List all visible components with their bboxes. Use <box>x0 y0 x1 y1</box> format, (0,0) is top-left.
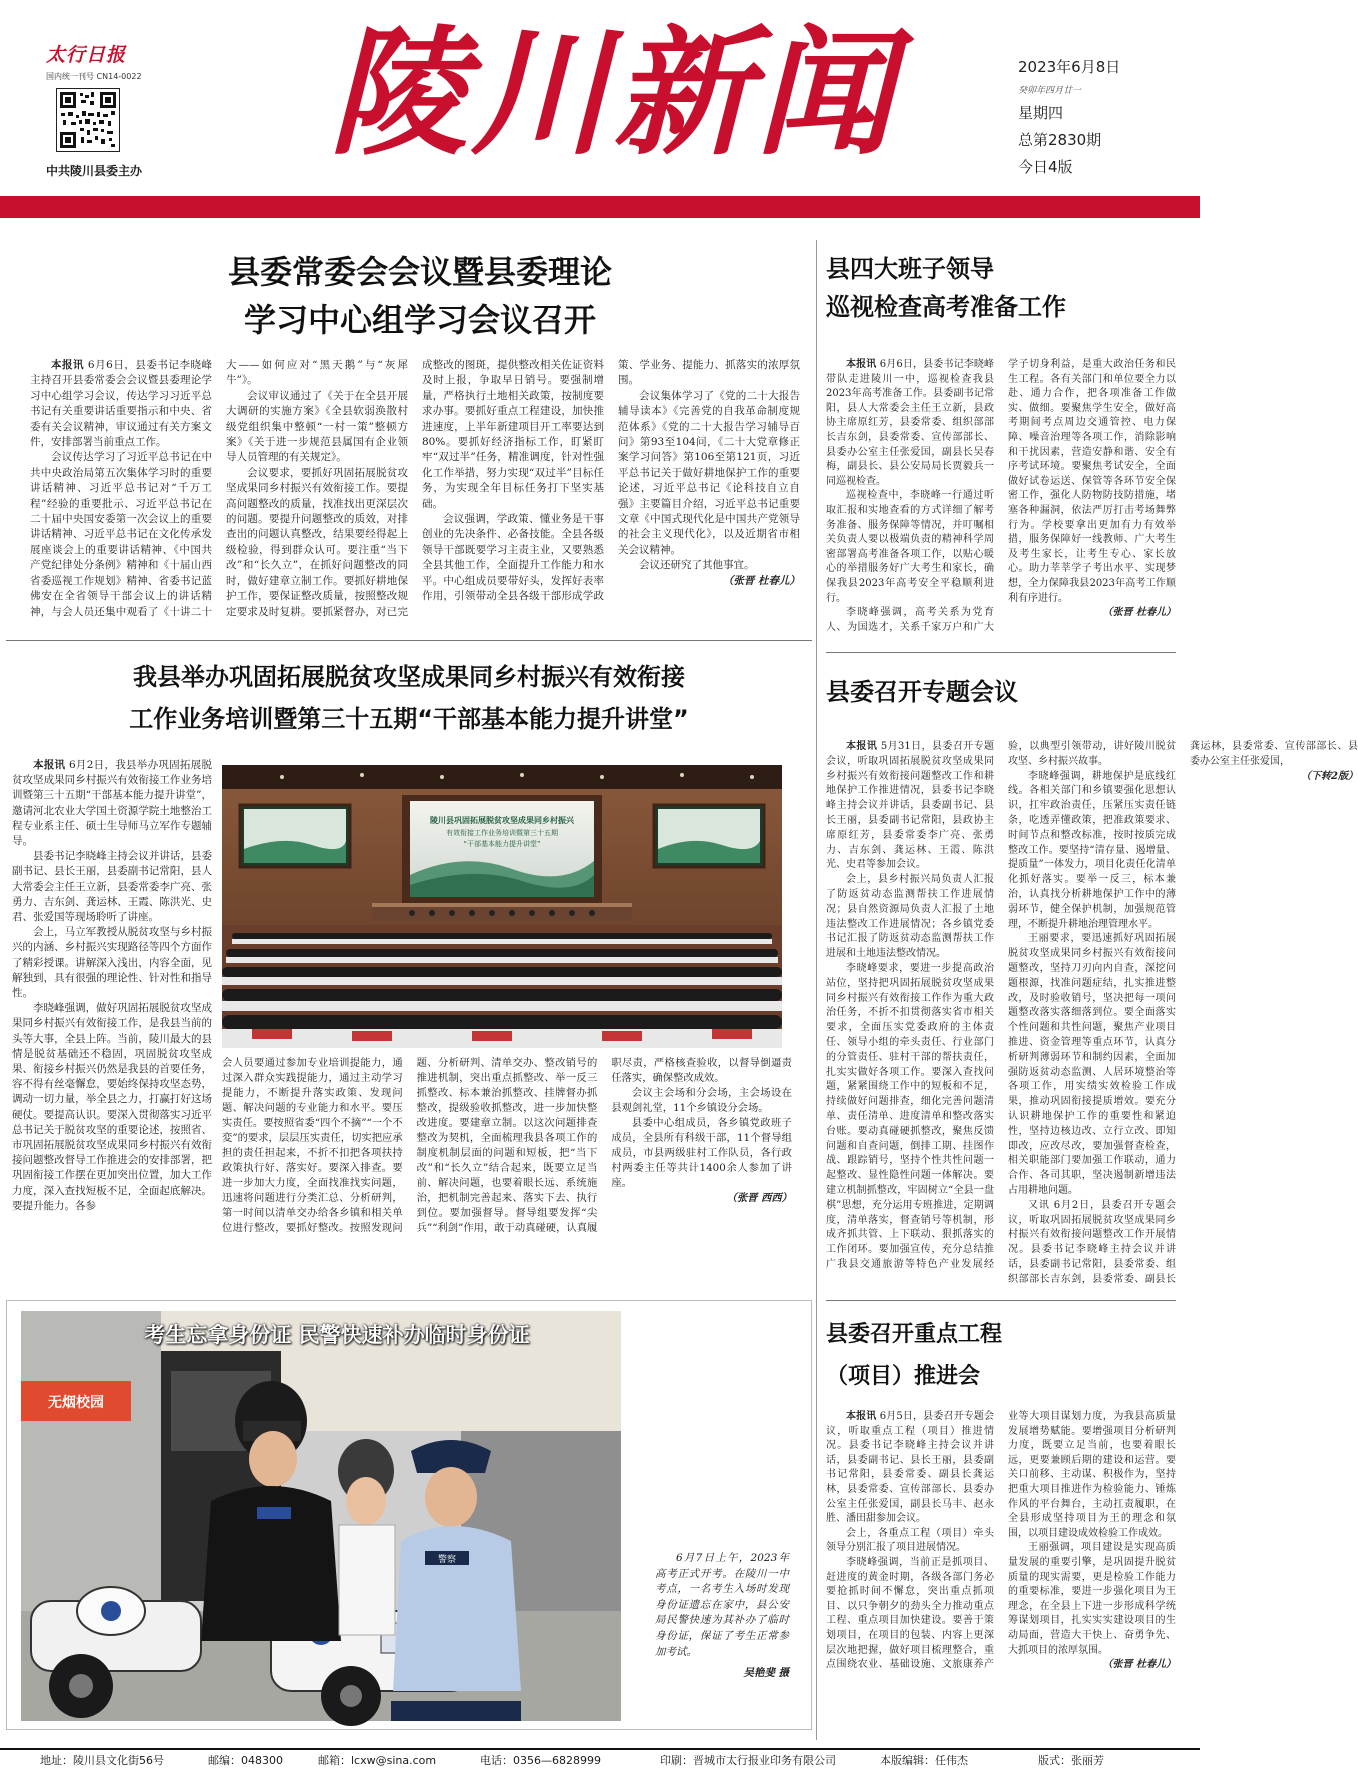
column-divider <box>816 240 817 1740</box>
screen-banner-line-3: “干部基本能力提升讲堂” <box>463 840 541 848</box>
paragraph: 本报讯 6月6日，县委书记李晓峰主持召开县委常委会会议暨县委理论学习中心组学习会议，传达学习习近平总书记有关重要讲话重要指示和中央、省委有关会议精神，审议通过有关方案文件，安排部署当前重点工作。 <box>30 359 212 449</box>
issue-date: 2023年6月8日 <box>1018 58 1121 76</box>
photo-news-title: 考生忘拿身份证 民警快速补办临时身份证 <box>144 1323 530 1347</box>
auditorium-photo <box>222 765 782 1048</box>
footer-printer: 印刷：晋城市太行报业印务有限公司 <box>660 1754 836 1767</box>
paragraph: 会议审议通过了《关于在全县开展大调研的实施方案》《全县软弱涣散村级党组织集中整顿“一村一策”整顿方案》《关于进一步规范县属国有企业领导人员管理的有关规定》。 <box>226 389 408 464</box>
photo-news-block <box>6 1300 812 1730</box>
article-body <box>30 358 800 630</box>
paragraph: 本报讯 6月5日，县委召开专题会议，听取重点工程（项目）推进情况。县委书记李晓峰主持会议并讲话，县委副书记、县长王丽，县委副书记常阳，县委常委、副县长龚运林，县委常委、宣传部部长、县委办公室主任张爱国，副县长马丰、赵永胜、潘田甜参加会议。 <box>826 1411 994 1525</box>
article-special-meeting <box>826 660 1358 1300</box>
article-body <box>826 1410 1176 1744</box>
masthead-left <box>46 40 166 179</box>
paragraph: 又讯 6月2日，县委召开专题会议，听取巩固拓展脱贫攻坚成果同乡村振兴有效衔接问题整改工作开展情况。县委书记李晓峰主持会议并讲话，县委副书记常阳，县委常委、组织部部长吉东剑，县委常委、副县长龚运林，县委常委、宣传部部长、县委办公室主任张爱国， <box>1008 741 1358 1285</box>
photo-credit: 吴艳斐 摄 <box>743 1667 789 1680</box>
paragraph: 县委中心组成员，各乡镇党政班子成员，全县所有科级干部，11个督导组成员，市县两级驻村工作队员，各行政村两委主任等共计1400余人参加了讲座。 <box>611 1117 792 1189</box>
byline: （张晋 杜春儿） <box>1102 607 1176 619</box>
paragraph: 会上，马立军教授从脱贫攻坚与乡村振兴的内涵、乡村振兴实现路径等四个方面作了精彩授课。讲解深入浅出，内容全面，见解独到，具有很强的理论性、针对性和指导性。 <box>12 926 212 1000</box>
paragraph: 会议传达学习了习近平总书记在中共中央政治局第五次集体学习时的重要讲话精神、习近平总书记对“千万工程”经验的重要批示、习近平总书记在二十届中央国安委第一次会议上的重要讲话精神、习近平总书记在文化传承发展座谈会上的重要讲话精神、《中国共产党纪律处分条例》精神和《十届山西省委巡视工作规划》精神、省委书记蓝佛安在全省领导干部会议上的讲话精神，与会人员还集中观看了《十讲二十大——如何应对“黑天鹅”与“灰犀牛”》。 <box>30 359 408 618</box>
footer <box>0 1748 1200 1766</box>
article-committee-meeting <box>30 240 800 640</box>
article-body <box>826 740 1358 1292</box>
parent-paper-logo: 太行日报 <box>46 44 127 66</box>
paragraph: 李晓峰强调，当前正是抓项目、赶进度的黄金时期，各级各部门务必要抢抓时间不懈怠，突出重点抓项目、以只争朝夕的劲头全力推动重点工程、重点项目加快建设。要善于策划项目，在项目的包装、内容上更深层次地把握，做好项目梳理整合，重点围绕农业、基础设施、文旅康养产业等大项目谋划力度，为我县高质量发展增势赋能。要增强项目分析研判力度，既要立足当前，也要着眼长远，更要兼顾后期的建设和运营。要关口前移、主动谋、积极作为，坚持把重大项目推进作为检验能力、锤炼作风的平台舞台，主动扛责履职，在全县形成坚持项目为王的理念和氛围，以项目建设成效检验工作成效。 <box>826 1411 1176 1671</box>
section-divider <box>826 652 1176 653</box>
newspaper-title-text: 陵川新闻 <box>328 11 897 174</box>
section-divider <box>6 640 812 641</box>
paragraph: 李晓峰强调，做好巩固拓展脱贫攻坚成果同乡村振兴有效衔接工作，是我县当前的头等大事，全县上阵。当前，陵川最大的县情是脱贫基础还不稳固，巩固脱贫攻坚成果、衔接乡村振兴仍然是我县的首要任务，容不得有丝毫懈怠，要始终保持攻坚态势，调动一切力量，举全县之力，打赢打好这场硬仗。要提高认识。要深入贯彻落实习近平总书记关于脱贫攻坚的重要论述，按照省、市巩固拓展脱贫攻坚成果同乡村振兴有效衔接问题整改督导工作推进会的安排部署，把巩固衔接工作摆在更加突出位置，加大工作力度，深入查找短板不足，全面起底解决。要提升能力。各参 <box>12 1002 212 1212</box>
section-divider <box>826 1300 1176 1301</box>
footer-editor: 本版编辑：任伟杰 <box>880 1754 968 1767</box>
headline-line-1: 县四大班子领导 <box>826 255 994 283</box>
byline: （张晋 西西） <box>726 1192 792 1204</box>
cn-number: 国内统一刊号 CN14-0022 <box>46 72 142 81</box>
newspaper-title <box>318 10 908 180</box>
article-headline[interactable] <box>36 656 782 740</box>
footer-address: 地址：陵川县文化街56号 <box>40 1754 164 1767</box>
headline-line-1: 县委常委会会议暨县委理论 <box>227 253 612 291</box>
auditorium-illustration <box>222 765 782 1048</box>
paragraph: 本报讯 6月6日，县委书记李晓峰带队走进陵川一中，巡视检查我县2023年高考准备工作。县委副书记常阳，县人大常委会主任王立新，县政协主席原红芳，县委常委、组织部部长吉东剑，县委常委、宣传部部长、县委办公室主任张爱国，副县长吴春梅，副县长、县公安局局长贾毅兵一同巡视检查。 <box>826 359 994 487</box>
paragraph: 本报讯 6月2日，我县举办巩固拓展脱贫攻坚成果同乡村振兴有效衔接工作业务培训暨第三十五期“干部基本能力提升讲堂”，邀请河北农业大学国土资源学院土地整治工程专业系主任、硕士生导师马立军作专题辅导。 <box>12 759 212 848</box>
byline: （张晋 杜春儿） <box>722 574 800 587</box>
weekday: 星期四 <box>1018 104 1064 122</box>
headline-line-1: 我县举办巩固拓展脱贫攻坚成果同乡村振兴有效衔接 <box>133 663 685 691</box>
screen-banner-line-1: 陵川县巩固拓展脱贫攻坚成果同乡村振兴 <box>430 816 574 825</box>
headline-line-2: （项目）推进会 <box>826 1364 981 1389</box>
byline: （张晋 杜春儿） <box>1102 1659 1176 1671</box>
caption-paragraph: 6月7日上午，2023年高考正式开考。在陵川一中考点，一名考生入场时发现身份证遗忘在家中，县公安局民警快速为其补办了临时身份证，保证了考生正常参加考试。 <box>655 1552 789 1658</box>
screen-banner-line-2: 有效衔接工作业务培训暨第三十五期 <box>446 829 558 837</box>
article-body-bottom <box>222 1056 792 1284</box>
paragraph: 会上，各重点工程（项目）牵头领导分别汇报了项目进展情况。 <box>826 1527 994 1554</box>
paragraph: 会议强调，学政策、懂业务是干事创业的先决条件、必备技能。全县各级领导干部既要学习主责主业，又要熟悉全县其他工作，全面提升工作能力和水平。中心组成员要带好头，发挥好表率作用，引领带动全县各级干部形成学政策、学业务、提能力、抓落实的浓厚氛围。 <box>422 359 800 603</box>
footer-designer: 版式：张丽芳 <box>1038 1754 1104 1767</box>
headline-line-2: 巡视检查高考准备工作 <box>826 293 1066 321</box>
lunar-date: 癸卯年四月廿一 <box>1018 86 1082 96</box>
photo-caption <box>655 1551 789 1682</box>
headline-line-1: 县委召开重点工程 <box>826 1322 1003 1347</box>
masthead-right <box>1018 56 1168 177</box>
masthead <box>0 0 1200 196</box>
footer-email[interactable]: 邮箱：lcxw@sina.com <box>318 1754 437 1767</box>
paragraph: 会议要求，要抓好巩固拓展脱贫攻坚成果同乡村振兴有效衔接工作。要提高问题整改的质量，找准找出更深层次的问题。要提升问题整改的质效，对排查出的问题认真整改，结果要经得起上级检验，得到群众认可。要注重“当下改”和“长久立”，在抓好问题整改的同时，做好建章立制工作。要抓好耕地保护工作，要保证整改质量，按照整改规定要求及时复耕。要抓紧督办，对已完成整改的图斑，提供整改相关佐证资料及时上报，争取早日销号。要强制增量，严格执行土地相关政策，按制度要求办事。要抓好重点工程建设，加快推进速度，上半年新建项目开工率要达到80%。要抓好经济指标工作，盯紧盯牢“双过半”任务，精准调度，针对性强化工作举措，努力实现“双过半”目标任务，为实现全年目标任务打下坚实基础。 <box>226 359 604 618</box>
paragraph: 会议还研究了其他事宜。 <box>639 559 755 572</box>
paragraph: 会人员要通过参加专业培训提能力，通过深入群众实践提能力，通过主动学习提能力，不断提升落实政策、发现问题、解决问题的专业能力和水平。要压实责任。要按照省委“四个不摘”“一个不変”的要求，层层压实责任，切实把应承担的责任担起来，不折不扣把各项扶持政策执行好、落实好。要深入排查。要进一步加大力度，全面找准找实问题，迅速将问题进行分类汇总、分析研判，第一时间以清单交办给各乡镇和相关单位进行整改，要抓好整改。按照发现问题、分析研判、清单交办、整改销号的推进机制，突出重点抓整改、举一反三抓整改、标本兼治抓整改、挂牌督办抓整改，提级验收抓整改，进一步加快整改进度。要建章立制。以这次问题排查整改为契机，全面梳理我县各项工作的制度机制层面的问题和短板，把“当下改”和“长久立”结合起来，既要立足当前、解决问题，也要着眼长远、系统施治，把机制完善起来、落实下去、执行到位。要加强督导。督导组要发挥“尖兵”“利剑”作用，敢于动真碰硬，认真履职尽责，严格核查验收，以督导倒逼责任落实，确保整改成效。 <box>222 1057 792 1234</box>
footer-postcode: 邮编：048300 <box>208 1754 283 1767</box>
paragraph: 会上，县乡村振兴局负责人汇报了防返贫动态监测帮扶工作进展情况；县自然资源局负责人汇报了土地违法整改工作进展情况；各乡镇党委书记汇报了防返贫动态监测帮扶工作进展和土地违法整改情况。 <box>826 874 994 960</box>
article-gaokao-inspection <box>826 240 1176 650</box>
footer-phone: 电话：0356—6828999 <box>480 1754 601 1767</box>
paragraph: 李晓峰要求，要进一步提高政治站位，坚持把巩固拓展脱贫攻坚成果同乡村振兴有效衔接工作作为重大政治任务，不折不扣贯彻落实省市相关要求，全面压实党委政府的主体责任、领导小组的牵头责任、行业部门的分管责任、驻村干部的帮扶责任，扎实实做好各项工作。要深入查找问题，紧紧围绕工作中的短板和不足，持续做好问题排查，细化完善问题清单、责任清单、进度清单和整改落实台账。要动真碰硬抓整改，聚焦反馈问题和自查问题，倒排工期、挂图作战、跟踪销号，坚持个性共性问题一起整改、显性隐性问题一体解决。要建立机制抓整改，牢固树立“全县一盘棋”思想，充分运用专班推进，定期调度，清单落实，督查销号等机制，形成齐抓共管、上下联动、狠抓落实的工作闭环。要加强宣传，充分总结推广我县交通旅游等特色产业发展经验，以典型引领带动，讲好陵川脱贫攻坚、乡村振兴故事。 <box>826 741 1176 1270</box>
issue-number: 总第2830期 <box>1018 131 1102 149</box>
paragraph: 李晓峰强调，耕地保护是底线红线。各相关部门和乡镇要强化思想认识，扛牢政治责任，压紧压实责任链条，吃透弄懂政策，把准政策要求、时间节点和整改标准，按时按质完成整改工作。要坚持“清存量、遏增量、提质量”一体发力，项目化责任化清单化抓好落实。要举一反三，标本兼治，认真找分析耕地保护工作中的薄弱环节，健全保护机制，加强规范管理，不断提升耕地治理管理水平。 <box>1008 770 1176 930</box>
headline-line-2: 学习中心组学习会议召开 <box>243 301 596 339</box>
article-headline[interactable] <box>826 250 1176 326</box>
article-body <box>826 358 1176 648</box>
edition-count: 今日4版 <box>1018 158 1073 176</box>
article-key-projects <box>826 1310 1176 1746</box>
continued-notice[interactable]: （下转2版） <box>1301 770 1358 782</box>
sign-text: 无烟校园 <box>48 1395 104 1411</box>
article-body-left <box>12 758 212 1283</box>
paragraph: 李晓峰强调，高考关系为党育人、为国选才，关系千家万户和广大学子切身利益，是重大政治任务和民生工程。各有关部门和单位要全力以赴、通力合作，把各项准备工作做实、做细。要聚焦学生安全，做好高考期间考点周边交通管控、电力保障、噪音治理等各项工作，消除影响和干扰因素，营造安静和谐、安全有序考试环境。要聚焦考试安全，全面做好试卷运送、保管等各环节安全保密工作，强化人防物防技防措施，堵塞各种漏洞，依法严厉打击考场舞弊行为。学校要拿出更加有力有效举措，服务保障好一线教师、广大考生及考生家长，让考生专心、家长放心。助力莘莘学子考出水平、实现梦想，全力保障我县2023年高考工作顺利有序进行。 <box>826 359 1176 633</box>
paragraph: 王丽强调，项目建设是实现高质量发展的重要引擎，是巩固提升脱贫质量的现实需要，更是检验工作能力的重要标准，要进一步强化项目为王理念，在全县上下进一步形成科学统筹谋划项目，扎实实实建设项目的生动局面，营造大干快上、奋勇争先、大抓项目的浓厚氛围。 <box>1008 1542 1176 1656</box>
paragraph: 会议集体学习了《党的二十大报告辅导读本》《完善党的自我革命制度规范体系》《党的二十大报告学习辅导百问》第93至104问，《二十大党章修正案学习问答》第106至第121页，习近平总书记关于做好耕地保护工作的重要论述，习近平总书记《论科技自立自强》主要篇目介绍，习近平总书记重要文章《中国式现代化是中国共产党领导的社会主义现代化》，以及近期省市相关会议精神。 <box>618 389 800 556</box>
qr-code-icon[interactable] <box>56 88 120 152</box>
paragraph: 本报讯 5月31日，县委召开专题会议，听取巩固拓展脱贫攻坚成果同乡村振兴有效衔接问题整改工作和耕地保护工作推进情况，县委书记李晓峰主持会议并讲话，县委副书记、县长王丽，县委副书记常阳，县政协主席原红芳，县委常委李广亮、张勇力、吉东剑、龚运林、王霞、陈洪光、史君等参加会议。 <box>826 741 994 871</box>
police-photo <box>21 1311 621 1721</box>
paragraph: 会议主会场和分会场，主会场设在县观剑礼堂，11个乡镇设分会场。 <box>611 1087 792 1114</box>
paragraph: 王丽要求，要迅速抓好巩固拓展脱贫攻坚成果同乡村振兴有效衔接问题整改，坚持刀刃向内自查，深挖问题根源，找准问题症结，扎实推进整改，及时验收销号，坚决把每一项问题整改落实落细落到位。要全面落实个性问题和共性问题，聚焦产业项目推进、资金管理等重点环节，认真分析研判薄弱环节和制约因素，全面加强防返贫动态监测、人居环境整治等各项工作，用实绩实效检验工作成果，推动巩固衔接提质增效。要充分认识耕地保护工作的重要性和紧迫性，坚持边核边改、立行立改、即知即改，应改尽改，要加强督查检查，相关职能部门要加强工作联动，通力合作、各司其职，坚决遏制新增违法占用耕地问题。 <box>1008 933 1176 1196</box>
organizer-label: 中共陵川县委主办 <box>46 164 143 178</box>
article-headline[interactable]: 县委召开专题会议 <box>826 678 1018 706</box>
paragraph: 县委书记李晓峰主持会议并讲话，县委副书记、县长王丽，县委副书记常阳，县人大常委会主任王立新，县委常委李广亮、张勇力、吉东剑、龚运林、王霞、陈洪光、史君、张爱国等现场聆听了讲座。 <box>12 850 212 924</box>
police-badge-text: 警察 <box>437 1555 457 1565</box>
masthead-divider-bar <box>0 196 1200 218</box>
article-headline[interactable] <box>826 1314 1176 1398</box>
police-illustration <box>21 1311 621 1721</box>
audience-rows <box>222 933 782 1048</box>
paragraph: 巡视检查中，李晓峰一行通过听取汇报和实地查看的方式详细了解考务准备、服务保障等情况，并叮嘱相关负责人要以极端负责的精神科学周密部署高考准备各项工作，以贴心暖心的举措服务好广大考生和家长，确保我县2023年高考安全平稳顺利进行。 <box>826 490 994 604</box>
student <box>338 1439 395 1635</box>
headline-line-2: 工作业务培训暨第三十五期“干部基本能力提升讲堂” <box>129 705 689 733</box>
article-headline[interactable] <box>140 248 700 344</box>
